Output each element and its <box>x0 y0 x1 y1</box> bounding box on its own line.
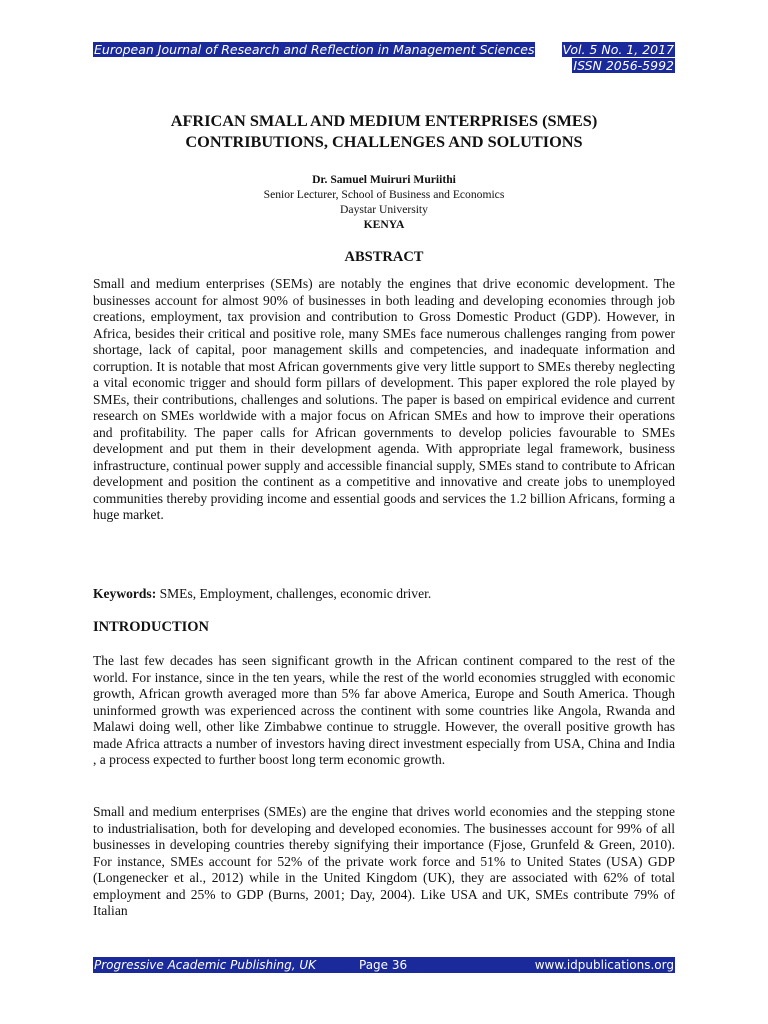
issn-info: ISSN 2056-5992 <box>573 58 674 73</box>
author-position: Senior Lecturer, School of Business and Economics <box>263 188 505 201</box>
footer-website: www.idpublications.org <box>534 958 674 972</box>
volume-info: Vol. 5 No. 1, 2017 <box>562 42 674 57</box>
keywords-label: Keywords: <box>93 586 157 601</box>
journal-name: European Journal of Research and Reflection in Management Sciences <box>94 42 535 57</box>
author-name: Dr. Samuel Muiruri Muriithi <box>312 173 456 186</box>
introduction-heading: INTRODUCTION <box>93 619 210 635</box>
footer-page-number: Page 36 <box>359 958 408 972</box>
keywords-text: SMEs, Employment, challenges, economic driver. <box>156 586 432 601</box>
abstract-text: Small and medium enterprises (SEMs) are notably the engines that drive economic development. The businesses account for almost 90% of businesses in both leading and developing economies through job creations, employment, tax provision and contribution to Gross Domestic Product (GDP). However, in Africa, besides their critical and positive role, many SMEs face numerous challenges ranging from power shortage, lack of capital, poor management skills and competencies, and inadequate information and corruption. It is notable that most African governments give very little support to SMEs thereby neglecting a vital economic trigger and should form pillars of development. This paper explored the role played by SMEs, their contributions, challenges and solutions. The paper is based on empirical evidence and current research on SMEs worldwide with a major focus on African SMEs and how to improve their operations and profitability. The paper calls for African governments to develop policies favourable to SMEs development and put them in their development agenda. With appropriate legal framework, business infrastructure, continual power supply and accessible financial supply, SMEs stand to contribute to African development and position the continent as a competitive and innovative and create jobs to unemployed communities thereby providing income and essential goods and services the 1.2 billion Africans, forming a huge market. <box>93 276 675 522</box>
introduction-paragraph-1: The last few decades has seen significant growth in the African continent compared to the rest of the world. For instance, since in the ten years, while the rest of the world economies struggled with economic growth, African growth averaged more than 5% far above America, Europe and South America. Though uninformed growth was experienced across the continent with some countries like Angola, Rwanda and Malawi doing well, other like Zimbabwe continue to struggle. However, the overall positive growth has made Africa attracts a number of investors having direct investment especially from USA, China and India , a process expected to further boost long term economic growth. <box>93 653 675 767</box>
author-country: KENYA <box>363 218 405 231</box>
abstract-heading: ABSTRACT <box>344 249 424 265</box>
footer-publisher: Progressive Academic Publishing, UK <box>94 958 316 972</box>
introduction-paragraph-2: Small and medium enterprises (SMEs) are the engine that drives world economies and the stepping stone to industrialisation, both for developing and developed economies. The businesses account for 99% of all businesses in developing countries thereby signifying their importance (Fjose, Grunfeld & Green, 2010). For instance, SMEs account for 52% of the private work force and 51% to United States (USA) GDP (Longenecker et al., 2012) while in the United Kingdom (UK), they are associated with 62% of total employment and 25% to GDP (Burns, 2001; Day, 2004). Like USA and UK, SMEs contribute 79% of Italian <box>93 804 675 918</box>
author-block <box>93 172 675 232</box>
keywords-line <box>93 586 675 603</box>
author-institution: Daystar University <box>340 203 428 216</box>
paper-title: AFRICAN SMALL AND MEDIUM ENTERPRISES (SMES) CONTRIBUTIONS, CHALLENGES AND SOLUTIONS <box>170 111 598 151</box>
page-footer <box>93 957 675 973</box>
issue-info <box>562 42 675 74</box>
